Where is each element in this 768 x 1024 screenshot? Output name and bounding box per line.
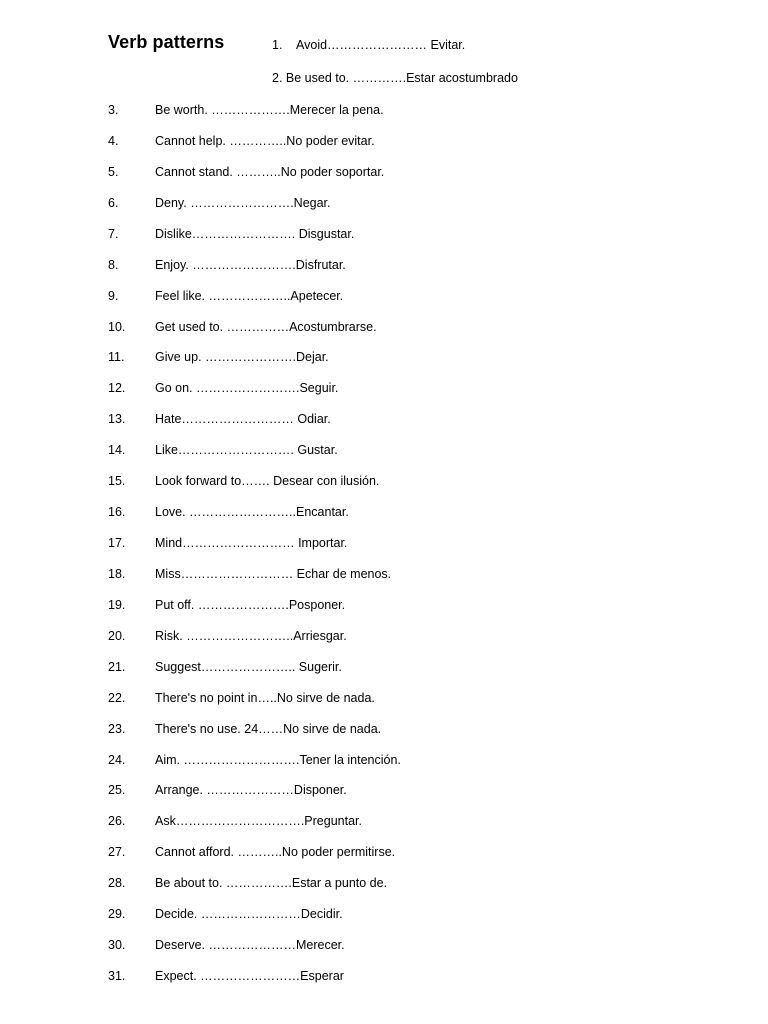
list-item xyxy=(108,411,331,427)
list-item xyxy=(108,257,346,273)
item-text: Avoid…………………… Evitar. xyxy=(296,38,466,52)
item-number: 30. xyxy=(108,938,126,953)
item-text: Be worth. ……………….Merecer la pena. xyxy=(155,103,384,117)
list-item xyxy=(108,164,384,180)
list-item xyxy=(108,473,379,489)
item-number: 19. xyxy=(108,597,126,612)
item-text: Cannot help. …………..No poder evitar. xyxy=(155,133,375,148)
item-text: Miss……………………… Echar de menos. xyxy=(155,566,392,581)
list-item xyxy=(108,319,377,335)
list-item xyxy=(108,380,338,396)
list-item xyxy=(108,690,375,706)
item-number: 28. xyxy=(108,876,126,891)
item-text: Give up. ………………….Dejar. xyxy=(155,350,329,365)
list-item xyxy=(108,288,343,304)
list-item xyxy=(108,782,347,798)
list-item xyxy=(108,844,395,860)
list-item xyxy=(108,937,345,953)
item-number: 5. xyxy=(108,164,119,179)
item-text: There's no use. 24……No sirve de nada. xyxy=(155,721,382,736)
item-number: 26. xyxy=(108,814,126,829)
item-text: Be about to. …………….Estar a punto de. xyxy=(155,876,388,891)
list-item xyxy=(272,38,465,52)
list-item xyxy=(108,566,391,582)
item-text: Feel like. ………………..Apetecer. xyxy=(155,288,344,303)
item-text: Like………………………. Gustar. xyxy=(155,443,338,458)
item-text: There's no point in…..No sirve de nada. xyxy=(155,690,375,705)
item-text: Dislike……………………. Disgustar. xyxy=(155,226,355,241)
item-text: Look forward to……. Desear con ilusión. xyxy=(155,474,380,489)
item-number: 8. xyxy=(108,257,119,272)
list-item xyxy=(108,968,344,984)
item-number: 4. xyxy=(108,133,119,148)
item-number: 20. xyxy=(108,628,126,643)
item-text: Deserve. …………………Merecer. xyxy=(155,938,345,953)
item-number: 27. xyxy=(108,845,126,860)
item-number: 15. xyxy=(108,474,126,489)
item-text: Arrange. …………………Disponer. xyxy=(155,783,347,798)
item-number: 14. xyxy=(108,443,126,458)
list-item xyxy=(108,659,342,675)
list-item xyxy=(108,442,338,458)
item-text: Aim. ……………………….Tener la intención. xyxy=(155,752,401,767)
list-item xyxy=(108,628,347,644)
item-number: 21. xyxy=(108,659,126,674)
list-item xyxy=(108,504,349,520)
list-item xyxy=(108,752,401,768)
item-number: 1. xyxy=(272,38,283,52)
item-number: 29. xyxy=(108,907,126,922)
item-number: 17. xyxy=(108,536,126,551)
list-item xyxy=(108,535,347,551)
list-item xyxy=(108,226,354,242)
item-text: Cannot stand. ………..No poder soportar. xyxy=(155,164,385,179)
item-text: Ask………………………….Preguntar. xyxy=(155,814,362,829)
item-number: 18. xyxy=(108,566,126,581)
item-text: Risk. ……………………..Arriesgar. xyxy=(155,628,347,643)
item-number: 23. xyxy=(108,721,126,736)
item-text: Put off. ………………….Posponer. xyxy=(155,597,346,612)
item-text: 2. Be used to. ………….Estar acostumbrado xyxy=(272,71,518,85)
list-item xyxy=(108,813,362,829)
item-text: Deny. …………………….Negar. xyxy=(155,195,331,210)
list-item xyxy=(108,875,387,891)
item-number: 12. xyxy=(108,381,126,396)
item-number: 13. xyxy=(108,412,126,427)
item-number: 7. xyxy=(108,226,119,241)
list-item xyxy=(272,71,518,85)
page-title: Verb patterns xyxy=(108,32,225,52)
item-text: Cannot afford. ………..No poder permitirse. xyxy=(155,845,396,860)
list-item xyxy=(108,349,329,365)
item-text: Expect. ……………………Esperar xyxy=(155,969,344,984)
item-number: 3. xyxy=(108,103,119,117)
item-text: Mind……………………… Importar. xyxy=(155,536,348,551)
list-item xyxy=(108,721,381,737)
item-text: Go on. …………………….Seguir. xyxy=(155,381,339,396)
item-number: 10. xyxy=(108,319,126,334)
item-number: 11. xyxy=(108,350,125,365)
item-number: 25. xyxy=(108,783,126,798)
list-item xyxy=(108,906,343,922)
item-number: 9. xyxy=(108,288,119,303)
item-text: Decide. ……………………Decidir. xyxy=(155,907,343,922)
item-number: 16. xyxy=(108,505,126,520)
list-item xyxy=(108,597,345,613)
item-number: 24. xyxy=(108,752,126,767)
item-text: Hate……………………… Odiar. xyxy=(155,412,331,427)
item-text: Get used to. ……………Acostumbrarse. xyxy=(155,319,377,334)
item-text: Love. ……………………..Encantar. xyxy=(155,505,349,520)
item-text: Enjoy. …………………….Disfrutar. xyxy=(155,257,346,272)
item-number: 31. xyxy=(108,969,126,984)
item-number: 22. xyxy=(108,690,126,705)
list-item xyxy=(108,195,331,211)
item-number: 6. xyxy=(108,195,119,210)
list-item xyxy=(108,133,375,149)
item-text: Suggest………………….. Sugerir. xyxy=(155,659,342,674)
list-item xyxy=(108,102,384,118)
